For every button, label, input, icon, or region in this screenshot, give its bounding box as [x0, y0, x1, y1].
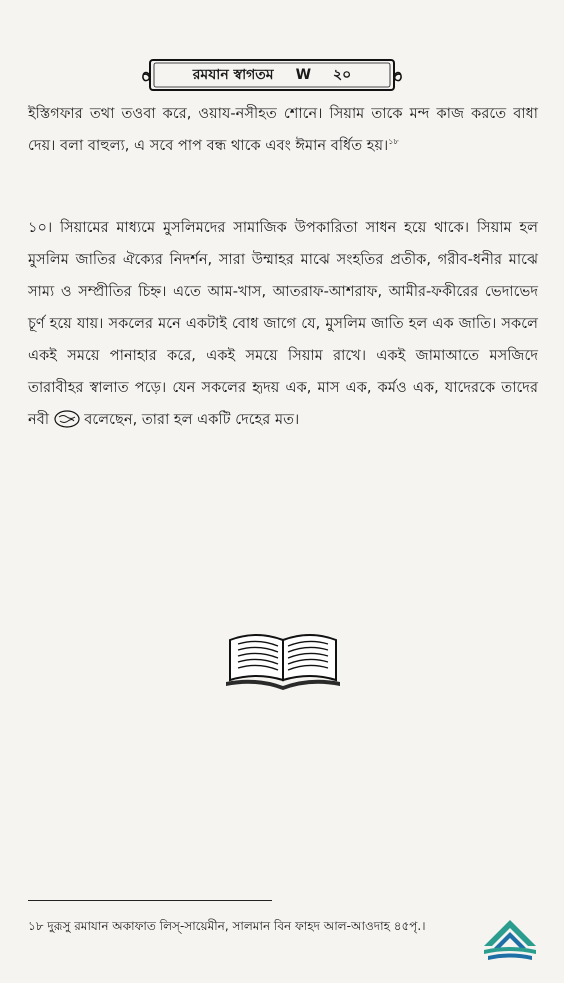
- paragraph-2: [28, 212, 538, 436]
- paragraph-1: [28, 98, 538, 162]
- paragraph-1-text: ইস্তিগফার তথা তওবা করে, ওয়ায-নসীহত শোনে। সিয়াম তাকে মন্দ কাজ করতে বাধা দেয়। বলা বাহুল্য, এ সবে পাপ বন্ধ থাকে এবং ঈমান বর্ধিত হয়।: [28, 105, 538, 154]
- footnote-reference: ১৮: [388, 137, 399, 147]
- publisher-logo-icon: [480, 918, 540, 962]
- footnote-separator: [28, 900, 272, 901]
- paragraph-2-text-before: ১০। সিয়ামের মাধ্যমে মুসলিমদের সামাজিক উপকারিতা সাধন হয়ে থাকে। সিয়াম হল মুসলিম জাতির ঐক্যের নিদর্শন, সারা উম্মাহর মাঝে সংহতির প্রতীক, গরীব-ধনীর মাঝে সাম্য ও সম্প্রীতির চিহ্ন। এতে আম-খাস, আতরাফ-আশরাফ, আমীর-ফকীরের ভেদাভেদ চূর্ণ হয়ে যায়। সকলের মনে একটাই বোধ জাগে যে, মুসলিম জাতি হল এক জাতি। সকলে একই সময়ে পানাহার করে, একই সময়ে সিয়াম রাখে। একই জামাআতে মসজিদে তারাবীহর স্বালাত পড়ে। যেন সকলের হৃদয় এক, মাস এক, কর্মও এক, যাদেরকে তাদের নবী: [28, 219, 538, 428]
- running-header: [138, 58, 406, 92]
- footnote-number: ১৮: [28, 919, 44, 933]
- page-number: ২০: [333, 67, 352, 83]
- footnote: [28, 918, 488, 938]
- header-title: রমযান স্বাগতম: [192, 67, 274, 83]
- open-book-icon: [222, 628, 344, 690]
- salutation-icon: [54, 410, 80, 428]
- header-marker: W: [295, 67, 312, 83]
- footnote-text: দুরূসু রমাযান অকাফাত লিস্‌-সায়েমীন, সালমান বিন ফাহদ আল-আওদাহ ৪৫পৃ.।: [47, 919, 426, 933]
- paragraph-2-text-after: বলেছেন, তারা হল একটি দেহের মত।: [84, 411, 300, 428]
